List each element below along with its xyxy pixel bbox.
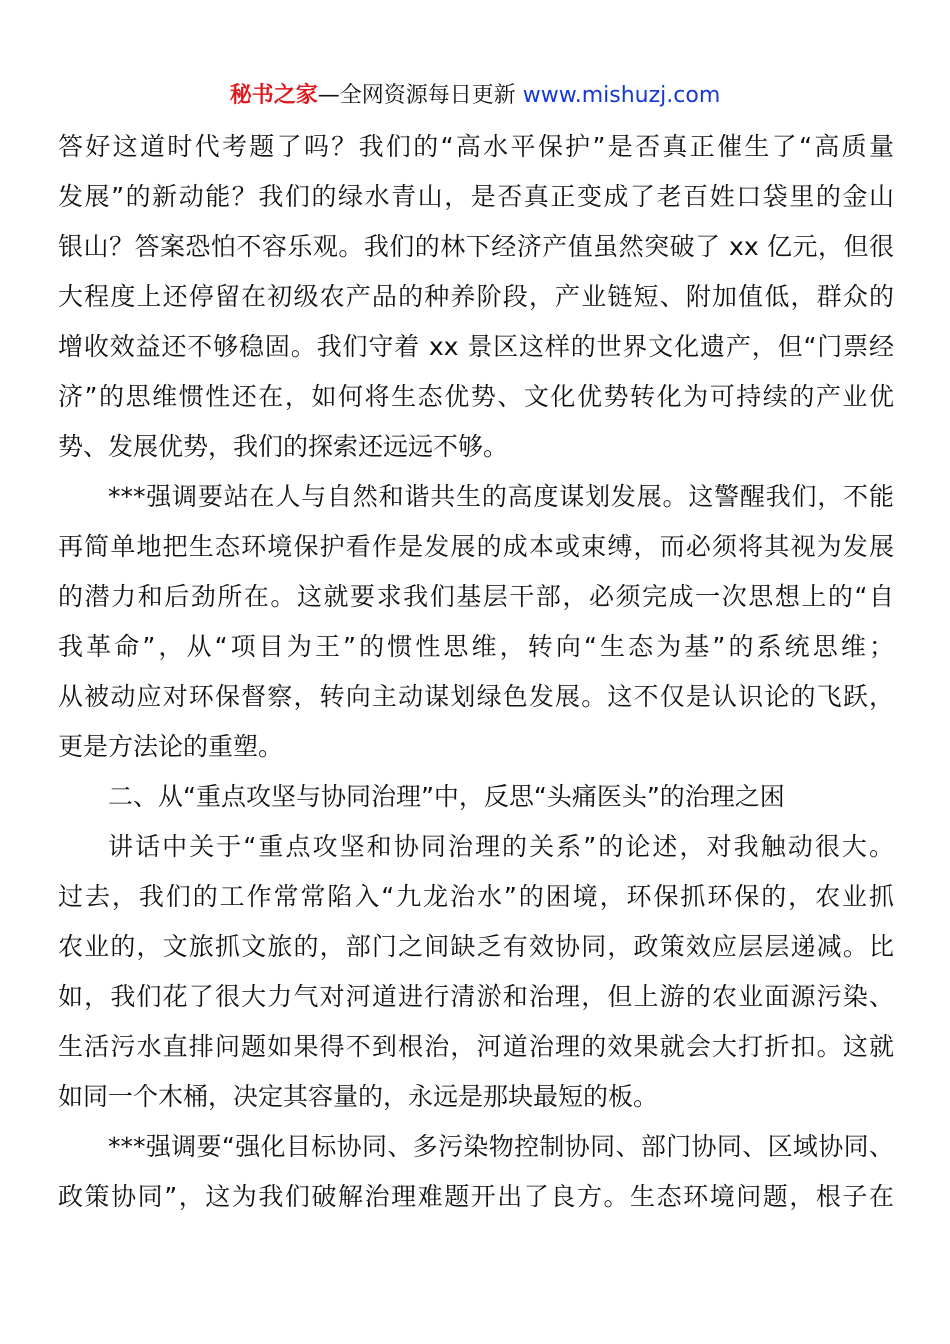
text-line: 济”的思维惯性还在，如何将生态优势、文化优势转化为可持续的产业优	[58, 382, 894, 411]
header-slogan: —全网资源每日更新	[317, 83, 523, 108]
text-line: 政策协同”，这为我们破解治理难题开出了良方。生态环境问题，根子在	[58, 1182, 894, 1211]
text-line: 讲话中关于“重点攻坚和协同治理的关系”的论述，对我触动很大。	[108, 832, 894, 861]
text-line: ***强调要站在人与自然和谐共生的高度谋划发展。这警醒我们，不能	[108, 482, 894, 511]
text-line: ***强调要“强化目标协同、多污染物控制协同、部门协同、区域协同、	[108, 1132, 894, 1161]
brand-name: 秘书之家	[229, 83, 318, 108]
site-url-link[interactable]: www.mishuzj.com	[522, 83, 721, 108]
text-line: 银山？答案恐怕不容乐观。我们的林下经济产值虽然突破了 xx 亿元，但很	[58, 232, 894, 261]
document-body	[58, 122, 894, 1222]
text-line: 答好这道时代考题了吗？我们的“高水平保护”是否真正催生了“高质量	[58, 132, 894, 161]
text-line: 我革命”，从“项目为王”的惯性思维，转向“生态为基”的系统思维；	[58, 632, 894, 661]
text-line: 过去，我们的工作常常陷入“九龙治水”的困境，环保抓环保的，农业抓	[58, 882, 894, 911]
text-line: 更是方法论的重塑。	[58, 732, 284, 761]
text-line: 再简单地把生态环境保护看作是发展的成本或束缚，而必须将其视为发展	[58, 532, 894, 561]
text-line: 从被动应对环保督察，转向主动谋划绿色发展。这不仅是认识论的飞跃，	[58, 682, 894, 711]
text-line: 发展”的新动能？我们的绿水青山，是否真正变成了老百姓口袋里的金山	[58, 182, 894, 211]
section-heading: 二、从“重点攻坚与协同治理”中，反思“头痛医头”的治理之困	[108, 782, 785, 811]
text-line: 如，我们花了很大力气对河道进行清淤和治理，但上游的农业面源污染、	[58, 982, 894, 1011]
text-line: 大程度上还停留在初级农产品的种养阶段，产业链短、附加值低，群众的	[58, 282, 894, 311]
text-line: 如同一个木桶，决定其容量的，永远是那块最短的板。	[58, 1082, 659, 1111]
text-line: 农业的，文旅抓文旅的，部门之间缺乏有效协同，政策效应层层递减。比	[58, 932, 894, 961]
text-line: 增收效益还不够稳固。我们守着 xx 景区这样的世界文化遗产，但“门票经	[58, 332, 894, 361]
text-line: 生活污水直排问题如果得不到根治，河道治理的效果就会大打折扣。这就	[58, 1032, 894, 1061]
text-line: 的潜力和后劲所在。这就要求我们基层干部，必须完成一次思想上的“自	[58, 582, 894, 611]
site-header	[0, 80, 950, 112]
text-line: 势、发展优势，我们的探索还远远不够。	[58, 432, 509, 461]
